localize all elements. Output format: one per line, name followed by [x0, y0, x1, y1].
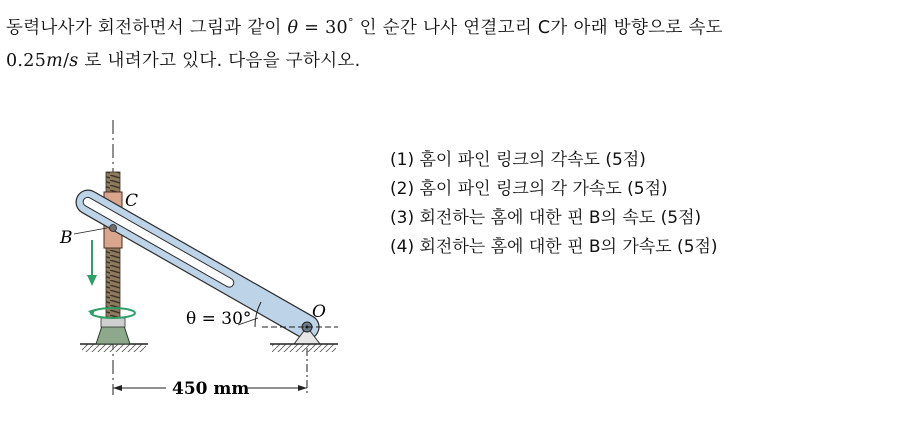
degree-symbol: ° — [347, 16, 354, 29]
question-4: (4) 회전하는 홈에 대한 핀 B의 가속도 (5점) — [390, 237, 718, 257]
theta-equals: = 30 — [298, 17, 348, 38]
theta-symbol: θ — [287, 17, 299, 38]
angle-label: θ = 30° — [186, 309, 252, 329]
problem-text-2b: 로 내려가고 있다. 다음을 구하시오. — [78, 50, 361, 71]
question-2: (2) 홈이 파인 링크의 각 가속도 (5점) — [390, 179, 668, 199]
label-b: B — [60, 228, 73, 248]
dim-arrow-right-icon — [298, 385, 307, 391]
problem-text-1a: 동력나사가 회전하면서 그림과 같이 — [6, 17, 288, 38]
screw-base — [96, 326, 130, 344]
b-leader — [74, 228, 107, 234]
label-o: O — [312, 302, 326, 322]
base-collar — [101, 318, 125, 327]
velocity-arrowhead-icon — [87, 275, 97, 286]
dimension-label: 450 mm — [172, 379, 250, 399]
question-3: (3) 회전하는 홈에 대한 핀 B의 속도 (5점) — [390, 208, 702, 228]
speed-unit-m: m — [46, 50, 64, 71]
ground-hatch-left — [82, 344, 146, 352]
label-c: C — [125, 191, 139, 211]
question-1: (1) 홈이 파인 링크의 각속도 (5점) — [390, 150, 646, 170]
speed-unit-slash: / — [63, 50, 70, 71]
speed-value: 0.25 — [6, 50, 47, 71]
dim-arrow-left-icon — [113, 385, 122, 391]
pin-b — [110, 225, 117, 232]
ground-hatch-right — [272, 344, 336, 352]
speed-unit-s: s — [69, 50, 79, 71]
problem-text-1b: 인 순간 나사 연결고리 C가 아래 방향으로 속도 — [353, 17, 723, 38]
